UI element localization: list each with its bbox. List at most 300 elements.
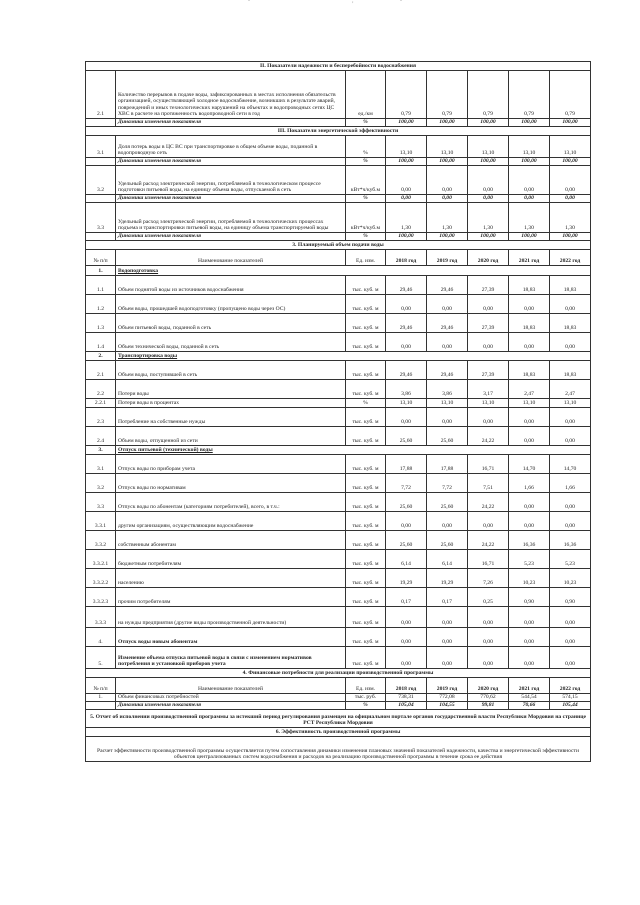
value-cell: 0,00 (550, 607, 591, 628)
header-year: 2019 год (427, 250, 468, 266)
unit-cell: тыс. куб. м (346, 569, 386, 588)
value-cell: 7,26 (468, 569, 509, 588)
row-number: 2.3 (86, 408, 116, 427)
value-cell: 0,00 (386, 408, 427, 427)
value-cell: 25,60 (386, 493, 427, 512)
table-row (86, 314, 591, 333)
row-number (86, 158, 116, 166)
value-cell: 17,88 (386, 455, 427, 474)
value-cell: 0,00 (509, 512, 550, 531)
value-cell: 3,86 (386, 380, 427, 399)
header-row (86, 250, 591, 266)
unit-cell: тыс. куб. м (346, 493, 386, 512)
indicator-name: Объем воды, отпущенной из сети (116, 427, 346, 446)
indicator-name: другим организациям, осуществляющим водоснабжение (116, 512, 346, 531)
value-cell: 0,79 (468, 71, 509, 119)
value-cell: 100,00 (386, 233, 427, 241)
value-cell: 0,00 (427, 295, 468, 314)
indicator-name: Отпуск воды по абонентам (категориям потребителей), всего, в т.ч.: (116, 493, 346, 512)
indicator-name: Отпуск воды новым абонентам (116, 628, 346, 647)
value-cell: 574,15 (550, 694, 591, 702)
value-cell: 0,00 (550, 647, 591, 669)
row-number: 3.3 (86, 203, 116, 233)
value-cell: 25,60 (386, 531, 427, 550)
indicator-name: на нужды предприятия (другие виды производственной деятельности) (116, 607, 346, 628)
table-row (86, 399, 591, 408)
group-title: Отпуск питьевой (технической) воды (116, 446, 591, 455)
unit-cell: тыс. куб. м (346, 427, 386, 446)
table-row (86, 550, 591, 569)
value-cell: 18,83 (509, 314, 550, 333)
value-cell: 13,10 (509, 399, 550, 408)
value-cell: 24,22 (468, 493, 509, 512)
value-cell: 0,00 (386, 512, 427, 531)
table-row (86, 628, 591, 647)
value-cell: 0,00 (468, 647, 509, 669)
indicator-name: Объем питьевой воды, поданной в сеть (116, 314, 346, 333)
value-cell: 25,60 (427, 493, 468, 512)
value-cell: 16,36 (509, 531, 550, 550)
indicator-name: Отпуск воды по приборам учета (116, 455, 346, 474)
value-cell: 0,00 (550, 295, 591, 314)
unit-cell: % (346, 702, 386, 710)
row-number: 3.3.2 (86, 531, 116, 550)
value-cell: 1,30 (509, 203, 550, 233)
value-cell: 105,44 (550, 702, 591, 710)
value-cell: 29,46 (427, 314, 468, 333)
indicator-name: Объем воды, прошедшей водоподготовку (пропущено воды через ОС) (116, 295, 346, 314)
value-cell: 0,79 (550, 71, 591, 119)
value-cell: 0,00 (509, 427, 550, 446)
table-row (86, 380, 591, 399)
value-cell: 0,00 (468, 333, 509, 352)
value-cell: 0,00 (550, 333, 591, 352)
section-title-efficiency: 6. Эффективность производственной программы (86, 728, 591, 737)
value-cell: 0,00 (427, 628, 468, 647)
value-cell: 13,10 (386, 136, 427, 158)
row-number (86, 119, 116, 127)
value-cell: 0,00 (550, 427, 591, 446)
indicator-name: Объем финансовых потребностей (116, 694, 346, 702)
table-row (86, 474, 591, 493)
value-cell: 7,72 (427, 474, 468, 493)
row-number: 3.3 (86, 493, 116, 512)
value-cell: 0,25 (468, 588, 509, 607)
group-row (86, 352, 591, 361)
dynamics-row (86, 702, 591, 710)
value-cell: 0,00 (386, 647, 427, 669)
header-year: 2018 год (386, 678, 427, 694)
indicator-name: собственным абонентам (116, 531, 346, 550)
value-cell: 6,14 (427, 550, 468, 569)
unit-cell: тыс. куб. м (346, 408, 386, 427)
unit-cell: тыс. куб. м (346, 314, 386, 333)
value-cell: 0,90 (550, 588, 591, 607)
value-cell: 18,83 (550, 276, 591, 295)
value-cell: 29,46 (427, 361, 468, 380)
value-cell: 10,23 (509, 569, 550, 588)
table-row (86, 455, 591, 474)
table-row (86, 333, 591, 352)
indicator-name: Динамика изменения показателя (116, 233, 346, 241)
row-number: 3.3.2.2 (86, 569, 116, 588)
table-row (86, 136, 591, 158)
value-cell: 0,17 (427, 588, 468, 607)
group-title: Водоподготовка (116, 266, 591, 276)
row-number: 2.1 (86, 361, 116, 380)
value-cell: 0,00 (427, 512, 468, 531)
dynamics-row (86, 195, 591, 203)
unit-cell: кВт*ч/куб.м (346, 203, 386, 233)
table-row (86, 203, 591, 233)
table-row (86, 295, 591, 314)
indicator-name: Потери воды (116, 380, 346, 399)
unit-cell: тыс. куб. м (346, 607, 386, 628)
header-year: 2021 год (509, 250, 550, 266)
value-cell: 18,83 (509, 361, 550, 380)
indicator-name: Доля потерь воды в ЦС ВС при транспортировке в общем объеме воды, поданной в водопроводную сеть (116, 136, 346, 158)
value-cell: 0,00 (427, 408, 468, 427)
header-year: 2018 год (386, 250, 427, 266)
indicator-name: Объем воды, поступившей в сеть (116, 361, 346, 380)
row-number: 2. (86, 352, 116, 361)
value-cell: 29,46 (386, 361, 427, 380)
unit-cell: тыс. куб. м (346, 455, 386, 474)
value-cell: 100,00 (468, 119, 509, 127)
indicator-name: Количество перерывов в подаче воды, зафиксированных в местах исполнения обязательств организацией, осуществляющей холодное водоснабжение, возникших в результате аварий, повреждений и иных технологических нарушений на объектах и водопроводных сетях ЦС ХВС в расчете на протяженность водопроводной сети в год (116, 71, 346, 119)
value-cell: 105,04 (386, 702, 427, 710)
value-cell: 0,79 (427, 71, 468, 119)
indicator-name: Потребление на собственные нужды (116, 408, 346, 427)
unit-cell: тыс. куб. м (346, 512, 386, 531)
header-unit: Ед. изм. (346, 250, 386, 266)
value-cell: 7,51 (468, 474, 509, 493)
value-cell: 5,23 (550, 550, 591, 569)
value-cell: 16,36 (550, 531, 591, 550)
value-cell: 0,00 (550, 628, 591, 647)
value-cell: 100,00 (386, 158, 427, 166)
row-number (86, 702, 116, 710)
value-cell: 1,66 (509, 474, 550, 493)
unit-cell: % (346, 233, 386, 241)
dynamics-row (86, 119, 591, 127)
value-cell: 544,54 (509, 694, 550, 702)
header-unit: Ед. изм. (346, 678, 386, 694)
value-cell: 0,00 (509, 408, 550, 427)
value-cell: 0,00 (550, 493, 591, 512)
header-year: 2020 год (468, 250, 509, 266)
indicator-name: Динамика изменения показателя (116, 195, 346, 203)
table-row (86, 427, 591, 446)
value-cell: 0,00 (386, 166, 427, 195)
value-cell: 0,00 (386, 195, 427, 203)
value-cell: 13,10 (509, 136, 550, 158)
value-cell: 16,71 (468, 455, 509, 474)
value-cell: 0,00 (427, 166, 468, 195)
value-cell: 0,00 (509, 195, 550, 203)
value-cell: 0,00 (509, 628, 550, 647)
top-scan-marks (0, 0, 640, 8)
table-row (86, 588, 591, 607)
row-number: 1.2 (86, 295, 116, 314)
value-cell: 0,79 (509, 71, 550, 119)
table-row (86, 512, 591, 531)
header-name: Наименование показателей (116, 678, 346, 694)
header-year: 2020 год (468, 678, 509, 694)
unit-cell: % (346, 399, 386, 408)
value-cell: 0,00 (468, 166, 509, 195)
indicator-name: Динамика изменения показателя (116, 702, 346, 710)
table-row (86, 569, 591, 588)
value-cell: 29,46 (427, 276, 468, 295)
table-row (86, 493, 591, 512)
unit-cell: тыс. куб. м (346, 333, 386, 352)
scan-mark: - (400, 0, 402, 4)
row-number: 1. (86, 694, 116, 702)
dynamics-row (86, 158, 591, 166)
indicator-name: Изменение объема отпуска питьевой воды в связи с изменением нормативов потребления и установкой приборов учета (116, 647, 346, 669)
value-cell: 25,60 (427, 531, 468, 550)
value-cell: 13,10 (386, 399, 427, 408)
value-cell: 16,71 (468, 550, 509, 569)
value-cell: 17,88 (427, 455, 468, 474)
row-number: 1.1 (86, 276, 116, 295)
row-number: 3.1 (86, 455, 116, 474)
unit-cell: тыс. куб. м (346, 588, 386, 607)
indicator-name: Динамика изменения показателя (116, 158, 346, 166)
value-cell: 3,86 (427, 380, 468, 399)
table-row (86, 694, 591, 702)
unit-cell: тыс. куб. м (346, 474, 386, 493)
row-number: 3.3.3 (86, 607, 116, 628)
row-number: 3. (86, 446, 116, 455)
value-cell: 3,17 (468, 380, 509, 399)
value-cell: 1,30 (386, 203, 427, 233)
unit-cell: % (346, 158, 386, 166)
value-cell: 2,47 (550, 380, 591, 399)
value-cell: 10,23 (550, 569, 591, 588)
value-cell: 0,00 (509, 647, 550, 669)
row-number: 3.3.2.1 (86, 550, 116, 569)
row-number: 3.2 (86, 474, 116, 493)
header-number: № п/п (86, 678, 116, 694)
value-cell: 0,00 (509, 333, 550, 352)
scan-mark: , (352, 0, 354, 4)
value-cell: 0,00 (550, 512, 591, 531)
value-cell: 0,00 (468, 195, 509, 203)
value-cell: 100,00 (427, 158, 468, 166)
value-cell: 13,10 (550, 399, 591, 408)
indicator-name: населению (116, 569, 346, 588)
value-cell: 14,70 (509, 455, 550, 474)
value-cell: 0,00 (468, 628, 509, 647)
unit-cell: кВт*ч/куб.м (346, 166, 386, 195)
row-number: 2.2.1 (86, 399, 116, 408)
value-cell: 99,81 (468, 702, 509, 710)
unit-cell: % (346, 195, 386, 203)
value-cell: 0,00 (386, 295, 427, 314)
header-year: 2021 год (509, 678, 550, 694)
report-note: 5. Отчет об исполнении производственной программы за истекший период регулирования размещен на официальном портале органов государственной власти Республики Мордовия на странице РСТ Республики Мордовия (86, 710, 591, 728)
table-row (86, 607, 591, 628)
row-number: 1. (86, 266, 116, 276)
value-cell: 770,62 (468, 694, 509, 702)
value-cell: 0,00 (550, 166, 591, 195)
value-cell: 6,14 (386, 550, 427, 569)
value-cell: 25,60 (427, 427, 468, 446)
value-cell: 18,83 (550, 314, 591, 333)
value-cell: 0,00 (468, 408, 509, 427)
indicator-name: Динамика изменения показателя (116, 119, 346, 127)
value-cell: 2,47 (509, 380, 550, 399)
value-cell: 0,00 (427, 333, 468, 352)
value-cell: 13,10 (427, 136, 468, 158)
unit-cell: тыс. куб. м (346, 647, 386, 669)
value-cell: 0,00 (509, 295, 550, 314)
value-cell: 100,00 (468, 158, 509, 166)
value-cell: 24,22 (468, 531, 509, 550)
indicator-name: Потери воды в процентах (116, 399, 346, 408)
efficiency-text: Расчет эффективности производственной программы осуществляется путем сопоставления динамики изменения плановых значений показателей надежности, качества и энергетической эффективности объектов централизованных систем водоснабжения и расходов на реализацию производственной программы в течение срока ее действия (86, 737, 591, 762)
value-cell: 7,72 (386, 474, 427, 493)
value-cell: 0,00 (509, 493, 550, 512)
unit-cell: тыс. куб. м (346, 295, 386, 314)
unit-cell: ед./км (346, 71, 386, 119)
value-cell: 13,10 (427, 399, 468, 408)
value-cell: 70,66 (509, 702, 550, 710)
value-cell: 27,39 (468, 314, 509, 333)
value-cell: 25,60 (386, 427, 427, 446)
value-cell: 0,00 (509, 166, 550, 195)
production-program-table (85, 61, 591, 762)
row-number: 1.4 (86, 333, 116, 352)
header-number: № п/п (86, 250, 116, 266)
unit-cell: тыс. руб. (346, 694, 386, 702)
value-cell: 14,70 (550, 455, 591, 474)
header-year: 2019 год (427, 678, 468, 694)
value-cell: 24,22 (468, 427, 509, 446)
indicator-name: бюджетным потребителям (116, 550, 346, 569)
header-name: Наименование показателей (116, 250, 346, 266)
value-cell: 100,00 (509, 158, 550, 166)
row-number: 2.1 (86, 71, 116, 119)
value-cell: 100,00 (427, 119, 468, 127)
row-number (86, 195, 116, 203)
value-cell: 0,00 (427, 607, 468, 628)
row-number: 5. (86, 647, 116, 669)
value-cell: 0,00 (386, 333, 427, 352)
section-title-reliability: II. Показатели надежности и бесперебойности водоснабжения (86, 62, 591, 71)
scan-mark: - (248, 0, 250, 4)
value-cell: 18,83 (550, 361, 591, 380)
value-cell: 0,00 (550, 408, 591, 427)
table-row (86, 276, 591, 295)
value-cell: 100,00 (550, 119, 591, 127)
unit-cell: тыс. куб. м (346, 550, 386, 569)
value-cell: 100,00 (509, 119, 550, 127)
row-number: 3.3.1 (86, 512, 116, 531)
header-row (86, 678, 591, 694)
header-year: 2022 год (550, 678, 591, 694)
unit-cell: тыс. куб. м (346, 380, 386, 399)
value-cell: 18,83 (509, 276, 550, 295)
value-cell: 772,08 (427, 694, 468, 702)
table-row (86, 408, 591, 427)
value-cell: 100,00 (427, 233, 468, 241)
value-cell: 0,00 (509, 607, 550, 628)
value-cell: 100,00 (386, 119, 427, 127)
value-cell: 0,90 (509, 588, 550, 607)
section-title-plan: 3. Планируемый объем подачи воды (86, 241, 591, 250)
indicator-name: Удельный расход электрической энергии, потребляемой в технологическом процессе подготовки питьевой воды, на единицу объема воды, отпускаемой в сеть (116, 166, 346, 195)
value-cell: 19,29 (427, 569, 468, 588)
value-cell: 0,00 (468, 512, 509, 531)
table-row (86, 166, 591, 195)
value-cell: 1,30 (550, 203, 591, 233)
value-cell: 19,29 (386, 569, 427, 588)
value-cell: 29,46 (386, 276, 427, 295)
value-cell: 1,66 (550, 474, 591, 493)
indicator-name: Отпуск воды по нормативам (116, 474, 346, 493)
table-row (86, 647, 591, 669)
row-number: 3.1 (86, 136, 116, 158)
value-cell: 27,39 (468, 276, 509, 295)
value-cell: 100,00 (509, 233, 550, 241)
value-cell: 27,39 (468, 361, 509, 380)
unit-cell: тыс. куб. м (346, 531, 386, 550)
unit-cell: тыс. куб. м (346, 361, 386, 380)
indicator-name: прочим потребителям (116, 588, 346, 607)
value-cell: 100,00 (468, 233, 509, 241)
value-cell: 13,10 (468, 399, 509, 408)
row-number: 1.3 (86, 314, 116, 333)
value-cell: 0,00 (427, 647, 468, 669)
row-number: 2.4 (86, 427, 116, 446)
value-cell: 100,00 (550, 233, 591, 241)
indicator-name: Объем поднятой воды из источников водоснабжения (116, 276, 346, 295)
table-row (86, 71, 591, 119)
value-cell: 0,00 (386, 628, 427, 647)
value-cell: 0,00 (468, 607, 509, 628)
value-cell: 1,30 (427, 203, 468, 233)
value-cell: 0,00 (386, 607, 427, 628)
value-cell: 0,00 (468, 295, 509, 314)
row-number (86, 233, 116, 241)
value-cell: 104,55 (427, 702, 468, 710)
value-cell: 100,00 (550, 158, 591, 166)
value-cell: 0,79 (386, 71, 427, 119)
group-title: Транспортировка воды (116, 352, 591, 361)
indicator-name: Объем технической воды, поданной в сеть (116, 333, 346, 352)
value-cell: 13,10 (468, 136, 509, 158)
indicator-name: Удельный расход электрической энергии, потребляемой в технологических процессах подъема и транспортировки питьевой воды, на единицу объема транспортируемой воды (116, 203, 346, 233)
table-row (86, 531, 591, 550)
row-number: 2.2 (86, 380, 116, 399)
row-number: 3.2 (86, 166, 116, 195)
unit-cell: % (346, 136, 386, 158)
value-cell: 0,17 (386, 588, 427, 607)
group-row (86, 266, 591, 276)
value-cell: 0,00 (427, 195, 468, 203)
group-row (86, 446, 591, 455)
table-row (86, 361, 591, 380)
value-cell: 0,00 (550, 195, 591, 203)
row-number: 4. (86, 628, 116, 647)
section-title-energy: III. Показатели энергетической эффективности (86, 127, 591, 136)
row-number: 3.3.2.3 (86, 588, 116, 607)
unit-cell: тыс. куб. м (346, 628, 386, 647)
value-cell: 13,10 (550, 136, 591, 158)
